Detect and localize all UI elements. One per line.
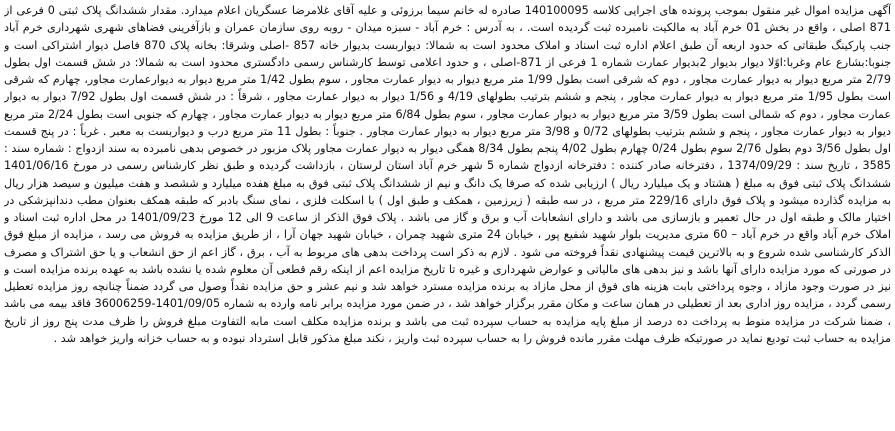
auction-notice-text: آگهی مزایده اموال غیر منقول بموجب پرونده های اجرایی کلاسه 140100095 صادره له خانم سیما برزوئی و علیه آقای غلامرضا عسگریان اعلام میدارد. مقدار ششدانگ پلاک ثبتی 0 فرعی از 871 اصلی ، واقع در بخش 01 خرم آباد به مالکیت نامبرده ثبت گردیده است. ، به آدرس : خرم آباد - سبزه میدان - روبه روی سازمان عمران و بازآفرینی فضاهای شهری شهرداری خرم آباد جنب پارکینگ طبقاتی که حدود اربعه آن طبق اعلام اداره ثبت اسناد و املاک محدود است به شمالا: دیواربست بدیوار خانه 857 -اصلی وشرقا: بخانه پلاک 870 فاصل دیوار اشتراکی است و جنوبا:بشارع عام وغربا:اوًلا دیوار بدیوار 2بدیوار عمارت شماره 1 فرعی از 871-اصلی ، و حدود اعلامی توسط کارشناس رسمی دادگستری محدود است به شمالا: در شش قسمت اول بطول 2/79 متر مربع دیوار به دیوار عمارت مجاور ، دوم که شرقی است بطول 1/99 متر مربع دیوار به دیوار عمارت مجاور ، سوم بطول 1/42 متر مربع دیوار به دیوارعمارت مجاور، چهارم که شرقی است بطول 1/95 متر مربع دیوار به دیوار عمارت مجاور ، پنجم و ششم بترتیب بطولهای 4/19 و 1/56 دیوار به دیوار عمارت مجاور ، شرقاً : در شش قسمت اول بطول 7/92 دیوار به دیوار عمارت مجاور ، دوم که شمالی است بطول 3/59 متر مربع دیوار به دیوار عمارت مجاور ، سوم بطول 6/84 متر مربع دیوار به دیوار عمارت مجاور ، چهارم که جنوبی است بطول 2/24 متر مربع دیوار به دیوار عمارت مجاور ، پنجم و ششم بترتیب بطولهای 0/72 و 3/98 متر مربع دیوار به دیوار عمارت مجاور . جنوباً : بطول 11 متر مربع درب و دیواربست به معبر . غرباً : در پنج قسمت اول بطول 3/56 دوم بطول 2/76 سوم بطول 0/24 چهارم بطول 4/02 پنجم بطول 8/34 همگی دیوار به دیوار عمارت مجاور پلاک مزبور در خصوص بدهی نامبرده به سند ازدواج : شماره سند : 3585 ، تاریخ سند : 1374/09/29 ، دفترخانه صادر کننده : دفترخانه ازدواج شماره 5 شهر خرم آباد استان لرستان ، بازداشت گردیده و طبق نظر کارشناس رسمی در مورخ 1401/06/16 ششدانگ پلاک ثبتی فوق به مبلغ ( هشتاد و یک میلیارد ریال ) ارزیابی شده که صرفا یک دانگ و نیم از ششدانگ پلاک ثبتی فوق به مبلغ هفده میلیارد و ششصد و هفت میلیون و سیصد هزار ریال به مزایده گذارده میشود و پلاک فوق دارای 229/16 متر مربع ، در سه طبقه ( زیرزمین ، همکف و طبق اول ) با اسکلت فلزی ، نمای سنگ بادبر که طبقه همکف بعنوان مطب دندانپزشکی در اختیار مالک و طبقه اول در حال تعمیر و بازسازی می باشد و دارای انشعابات آب و برق و گاز می باشد . پلاک فوق الذکر از ساعت 9 الی 12 مورخ 1401/09/23 در محل اداره ثبت اسناد و املاک خرم آباد واقع در خرم آباد – 60 متری مدیریت بلوار شهید شفیع پور ، خیابان 24 متری شهید چمران ، خیابان شهید جهان آرا ، از طریق مزایده به فروش می رسد ، مزایده از مبلغ فوق الذکر کارشناسی شده شروع و به بالاترین قیمت پیشنهادی نقداً فروخته می شود . لازم به ذکر است پرداخت بدهی های مربوط به آب ، برق ، گاز اعم از حق انشعاب و یا حق اشتراک و مصرف در صورتی که مورد مزایده دارای آنها باشد و نیز بدهی های مالیاتی و عوارض شهرداری و غیره تا تاریخ مزایده اعم از اینکه رقم قطعی آن معلوم شده یا نشده باشد به عهده برنده مزایده است و نیز در صورت وجود مازاد ، وجوه پرداختی بابت هزینه های فوق از محل مازاد به برنده مزایده مسترد خواهد شد و نیم عشر و حق مزایده نقداً وصول می گردد ضمناً چنانچه روز مزایده تعطیل رسمی گردد ، مزایده روز اداری بعد از تعطیلی در همان ساعت و مکان مقرر برگزار خواهد شد ، در ضمن مورد مزایده برابر نامه وارده به شماره 1401/09/05-36006259 فاقد بیمه می باشد ، ضمنا شرکت در مزایده منوط به پرداخت ده درصد از مبلغ پایه مزایده به حساب سپرده ثبت می باشد و برنده مزایده مکلف است مابه التفاوت مبلغ فروش را ظرف مدت پنج روز از تاریخ مزایده به حساب ثبت تودیع نماید در صورتیکه ظرف مهلت مقرر مانده فروش را به حساب سپرده ثبت واریز ، نکند مبلغ مذکور قابل استرداد نبوده و به حساب خزانه واریز خواهد شد . (4, 4, 891, 345)
auction-notice (4, 2, 891, 429)
